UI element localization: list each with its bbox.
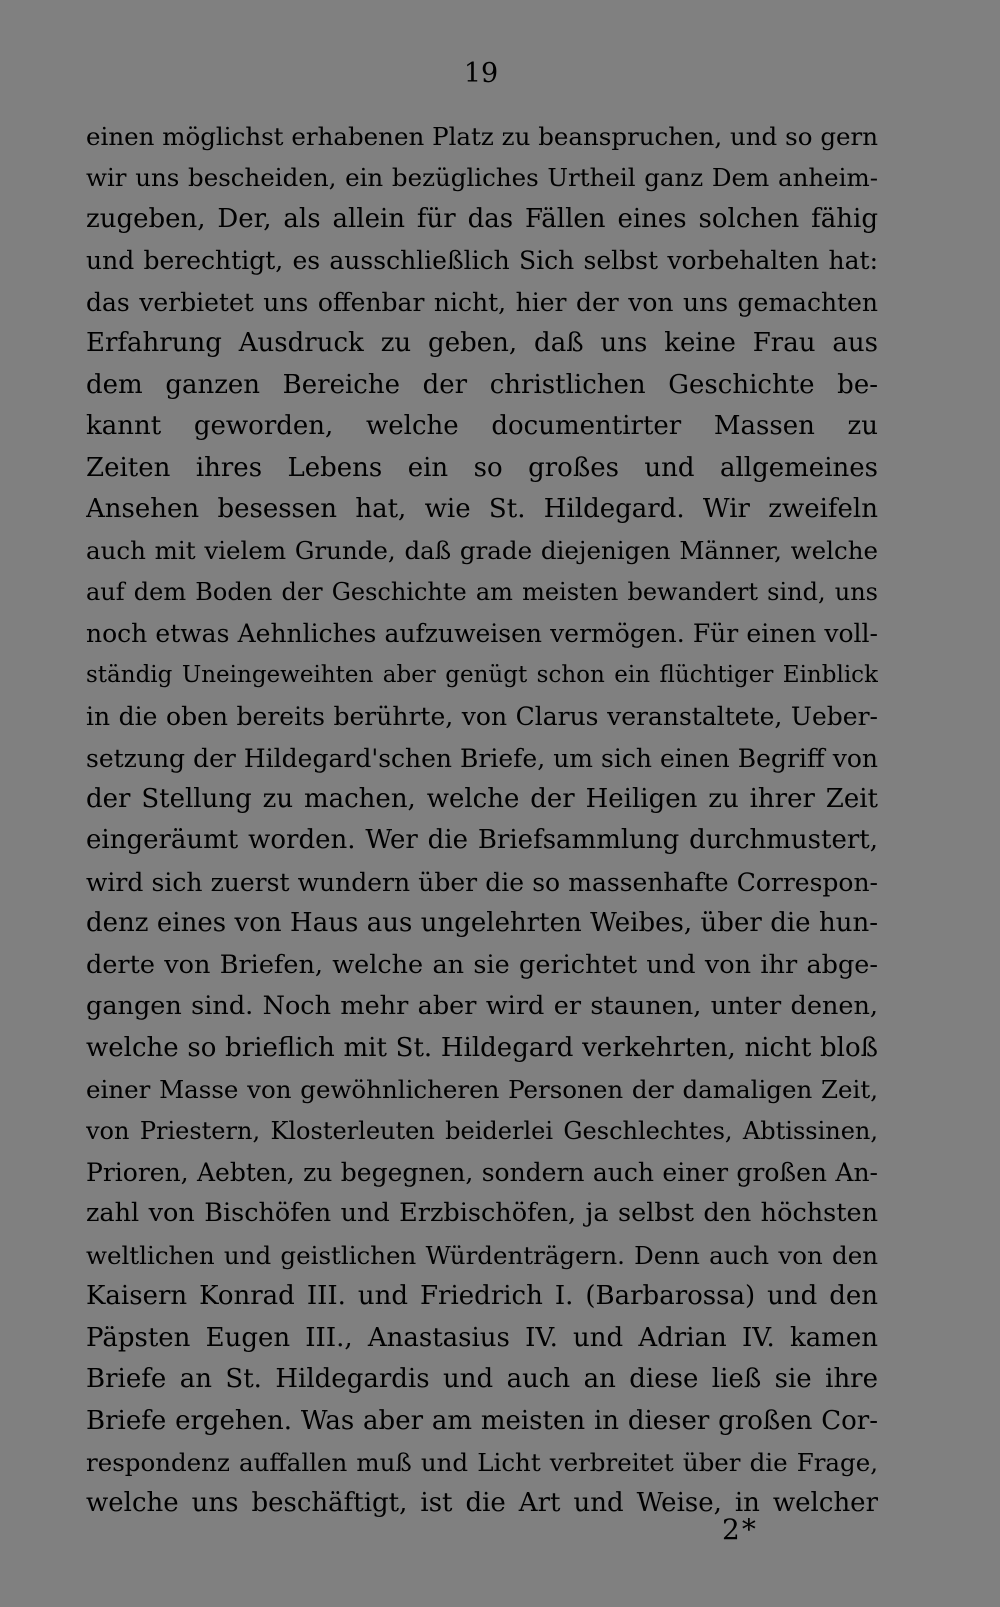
text-line: gangen sind. Noch mehr aber wird er staunen, unter denen,: [86, 991, 878, 1022]
text-line: ständig Uneingeweihten aber genügt schon ein flüchtiger Einblick: [86, 661, 878, 688]
text-line: setzung der Hildegard'schen Briefe, um sich einen Begriff von: [86, 743, 878, 773]
page-number: 19: [463, 58, 499, 89]
text-line: denz eines von Haus aus ungelehrten Weibes, über die hun-: [86, 908, 878, 939]
text-line: wird sich zuerst wundern über die so massenhafte Correspon-: [86, 867, 878, 897]
text-line: derte von Briefen, welche an sie gerichtet und von ihr abge-: [86, 949, 878, 980]
text-line: kannt geworden, welche documentirter Massen zu: [86, 411, 878, 442]
text-line: einen möglichst erhabenen Platz zu beanspruchen, und so gern: [86, 122, 878, 151]
text-line: und berechtigt, es ausschließlich Sich selbst vorbehalten hat:: [86, 246, 878, 276]
signature-mark: 2*: [722, 1513, 758, 1546]
text-line: welche uns beschäftigt, ist die Art und Weise, in welcher: [86, 1488, 878, 1519]
text-line: Briefe ergehen. Was aber am meisten in dieser großen Cor-: [86, 1405, 878, 1436]
text-line: wir uns bescheiden, ein bezügliches Urtheil ganz Dem anheim-: [86, 163, 878, 193]
text-line: respondenz auffallen muß und Licht verbreitet über die Frage,: [86, 1448, 878, 1477]
text-line: noch etwas Aehnliches aufzuweisen vermögen. Für einen voll-: [86, 619, 878, 649]
text-line: Ansehen besessen hat, wie St. Hildegard. Wir zweifeln: [86, 493, 878, 524]
text-line: auf dem Boden der Geschichte am meisten bewandert sind, uns: [86, 577, 878, 606]
text-line: von Priestern, Klosterleuten beiderlei Geschlechtes, Abtissinen,: [86, 1116, 878, 1145]
text-line: der Stellung zu machen, welche der Heiligen zu ihrer Zeit: [86, 784, 878, 814]
text-line: Kaisern Konrad III. und Friedrich I. (Barbarossa) und den: [86, 1281, 878, 1312]
text-line: auch mit vielem Grunde, daß grade diejenigen Männer, welche: [86, 536, 878, 566]
text-line: dem ganzen Bereiche der christlichen Geschichte be-: [86, 369, 878, 400]
text-line: welche so brieflich mit St. Hildegard verkehrten, nicht bloß: [86, 1032, 878, 1063]
text-line: Briefe an St. Hildegardis und auch an diese ließ sie ihre: [86, 1364, 878, 1395]
text-line: zahl von Bischöfen und Erzbischöfen, ja selbst den höchsten: [86, 1198, 878, 1229]
text-line: einer Masse von gewöhnlicheren Personen der damaligen Zeit,: [86, 1075, 878, 1105]
text-line: zugeben, Der, als allein für das Fällen eines solchen fähig: [86, 203, 878, 234]
text-line: weltlichen und geistlichen Würdenträgern. Denn auch von den: [86, 1240, 878, 1270]
text-line: Prioren, Aebten, zu begegnen, sondern auch einer großen An-: [86, 1157, 878, 1187]
text-line: Erfahrung Ausdruck zu geben, daß uns keine Frau aus: [86, 328, 878, 359]
text-line: Zeiten ihres Lebens ein so großes und allgemeines: [86, 452, 878, 483]
text-line: in die oben bereits berührte, von Clarus veranstaltete, Ueber-: [86, 702, 878, 732]
text-line: das verbietet uns offenbar nicht, hier der von uns gemachten: [86, 287, 878, 317]
text-line: eingeräumt worden. Wer die Briefsammlung durchmustert,: [86, 825, 878, 856]
body-text: [86, 116, 878, 1525]
text-line: Päpsten Eugen III., Anastasius IV. und Adrian IV. kamen: [86, 1322, 878, 1353]
